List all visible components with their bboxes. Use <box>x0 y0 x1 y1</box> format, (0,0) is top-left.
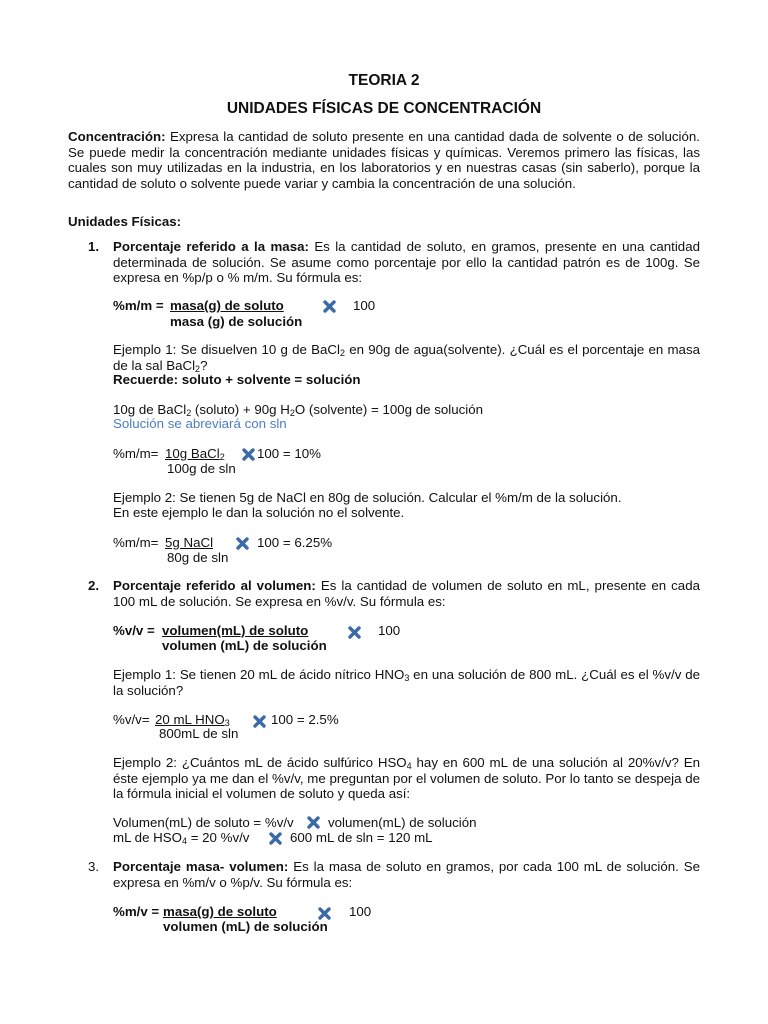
section1-calc: 10g de BaCl$_2$ (soluto) + 90g $H_2O$ (solvente) = 100g de solución <box>113 402 484 418</box>
result1-value: 100 = 10% <box>257 446 321 461</box>
section1-example2-line1: Ejemplo 2: Se tienen 5g de NaCl en 80g de solución. Calcular el %m/m de la solución. <box>113 490 622 505</box>
section3-number: 3. <box>88 859 100 874</box>
intro-label: Concentración: <box>68 129 166 144</box>
intro-paragraph <box>68 129 700 191</box>
section1-paragraph <box>113 239 700 286</box>
section3-label: Porcentaje masa- volumen: <box>113 859 289 874</box>
abbreviation-note: Solución se abreviará con sln <box>113 416 287 431</box>
remember-note: Recuerde: soluto + solvente = solución <box>113 372 361 387</box>
formula1-lhs: %m/m = <box>113 298 164 313</box>
result3-numerator: 20 mL $HNO_3$ <box>155 712 230 728</box>
section2-text: Es la cantidad de volumen de soluto en mL, presente en cada 100 mL de solución. Se expresa en %v/v. Su fórmula es: <box>113 578 700 609</box>
multiply-icon <box>318 907 331 920</box>
section2-example2: Ejemplo 2: ¿Cuántos mL de ácido sulfúrico $HSO_4$ hay en 600 mL de una solución al 20%v/v? En éste ejemplo ya me dan el %v/v, me preguntan por el volumen de soluto. Por lo tanto se despeja de la fórmula inicial el volumen de soluto y queda así: <box>113 755 700 801</box>
units-heading: Unidades Físicas: <box>68 214 182 229</box>
formula1-factor: 100 <box>353 298 376 313</box>
volume-formula-rhs: volumen(mL) de solución <box>328 815 477 830</box>
multiply-icon <box>242 448 255 461</box>
volume-calc: mL de $HSO_4 = 20$ %v/v <box>113 830 250 846</box>
section2-label: Porcentaje referido al volumen: <box>113 578 316 593</box>
formula1-numerator: masa(g) de soluto <box>170 298 284 313</box>
section2-number: 2. <box>88 578 100 593</box>
formula3-numerator: masa(g) de soluto <box>163 904 277 919</box>
page-subtitle: UNIDADES FÍSICAS DE CONCENTRACIÓN <box>226 100 542 117</box>
section3-paragraph <box>113 859 700 890</box>
result2-numerator: 5g NaCl <box>165 535 214 550</box>
result1-denominator: 100g de sln <box>167 461 236 476</box>
volume-formula: Volumen(mL) de soluto = %v/v <box>113 815 294 830</box>
section2-paragraph <box>113 578 700 609</box>
multiply-icon <box>307 816 320 829</box>
result2-value: 100 = 6.25% <box>257 535 333 550</box>
section3-text: Es la masa de soluto en gramos, por cada 100 mL de solución. Se expresa en %m/v o %p/v. Su fórmula es: <box>113 859 700 890</box>
section1-example2-line2: En este ejemplo le dan la solución no el solvente. <box>113 505 405 520</box>
page-title: TEORIA 2 <box>348 72 420 89</box>
multiply-icon <box>323 300 336 313</box>
formula3-denominator: volumen (mL) de solución <box>163 919 328 934</box>
result2-denominator: 80g de sln <box>167 550 229 565</box>
multiply-icon <box>253 715 266 728</box>
volume-calc-result: 600 mL de sln = 120 mL <box>290 830 433 845</box>
result2-lhs: %m/m= <box>113 535 159 550</box>
formula2-factor: 100 <box>378 623 401 638</box>
formula2-denominator: volumen (mL) de solución <box>162 638 327 653</box>
multiply-icon <box>348 626 361 639</box>
multiply-icon <box>236 537 249 550</box>
result3-lhs: %v/v= <box>113 712 150 727</box>
section2-example1: Ejemplo 1: Se tienen 20 mL de ácido nítrico $HNO_3$ en una solución de 800 mL. ¿Cuál es el %v/v de la solución? <box>113 667 700 698</box>
result1-numerator: 10g BaCl$_2$ <box>165 446 225 462</box>
section1-label: Porcentaje referido a la masa: <box>113 239 309 254</box>
result1-lhs: %m/m= <box>113 446 159 461</box>
section1-example1: Ejemplo 1: Se disuelven 10 g de BaCl$_2$ en 90g de agua(solvente). ¿Cuál es el porcentaje en masa de la sal BaCl$_2$? <box>113 342 700 374</box>
formula2-numerator: volumen(mL) de soluto <box>162 623 309 638</box>
formula3-factor: 100 <box>349 904 372 919</box>
multiply-icon <box>269 832 282 845</box>
formula1-denominator: masa (g) de solución <box>170 314 303 329</box>
intro-text: Expresa la cantidad de soluto presente en una cantidad dada de solvente o de solución. Se puede medir la concentración mediante unidades físicas y químicas. Veremos primero las físicas, las cuales son muy utilizadas en la industria, en los laboratorios y en nuestras casas (sin saberlo), porque la cantidad de soluto o solvente puede variar y cambia la concentración de una solución. <box>68 129 700 191</box>
result3-value: 100 = 2.5% <box>271 712 339 727</box>
formula3-lhs: %m/v = <box>113 904 160 919</box>
section1-number: 1. <box>88 239 100 254</box>
section1-text: Es la cantidad de soluto, en gramos, presente en una cantidad determinada de solución. Se asume como porcentaje por ello la cantidad patrón es de 100g. Se expresa en %p/p o % m/m. Su fórmula es: <box>113 239 700 285</box>
formula2-lhs: %v/v = <box>113 623 155 638</box>
result3-denominator: 800mL de sln <box>159 726 239 741</box>
